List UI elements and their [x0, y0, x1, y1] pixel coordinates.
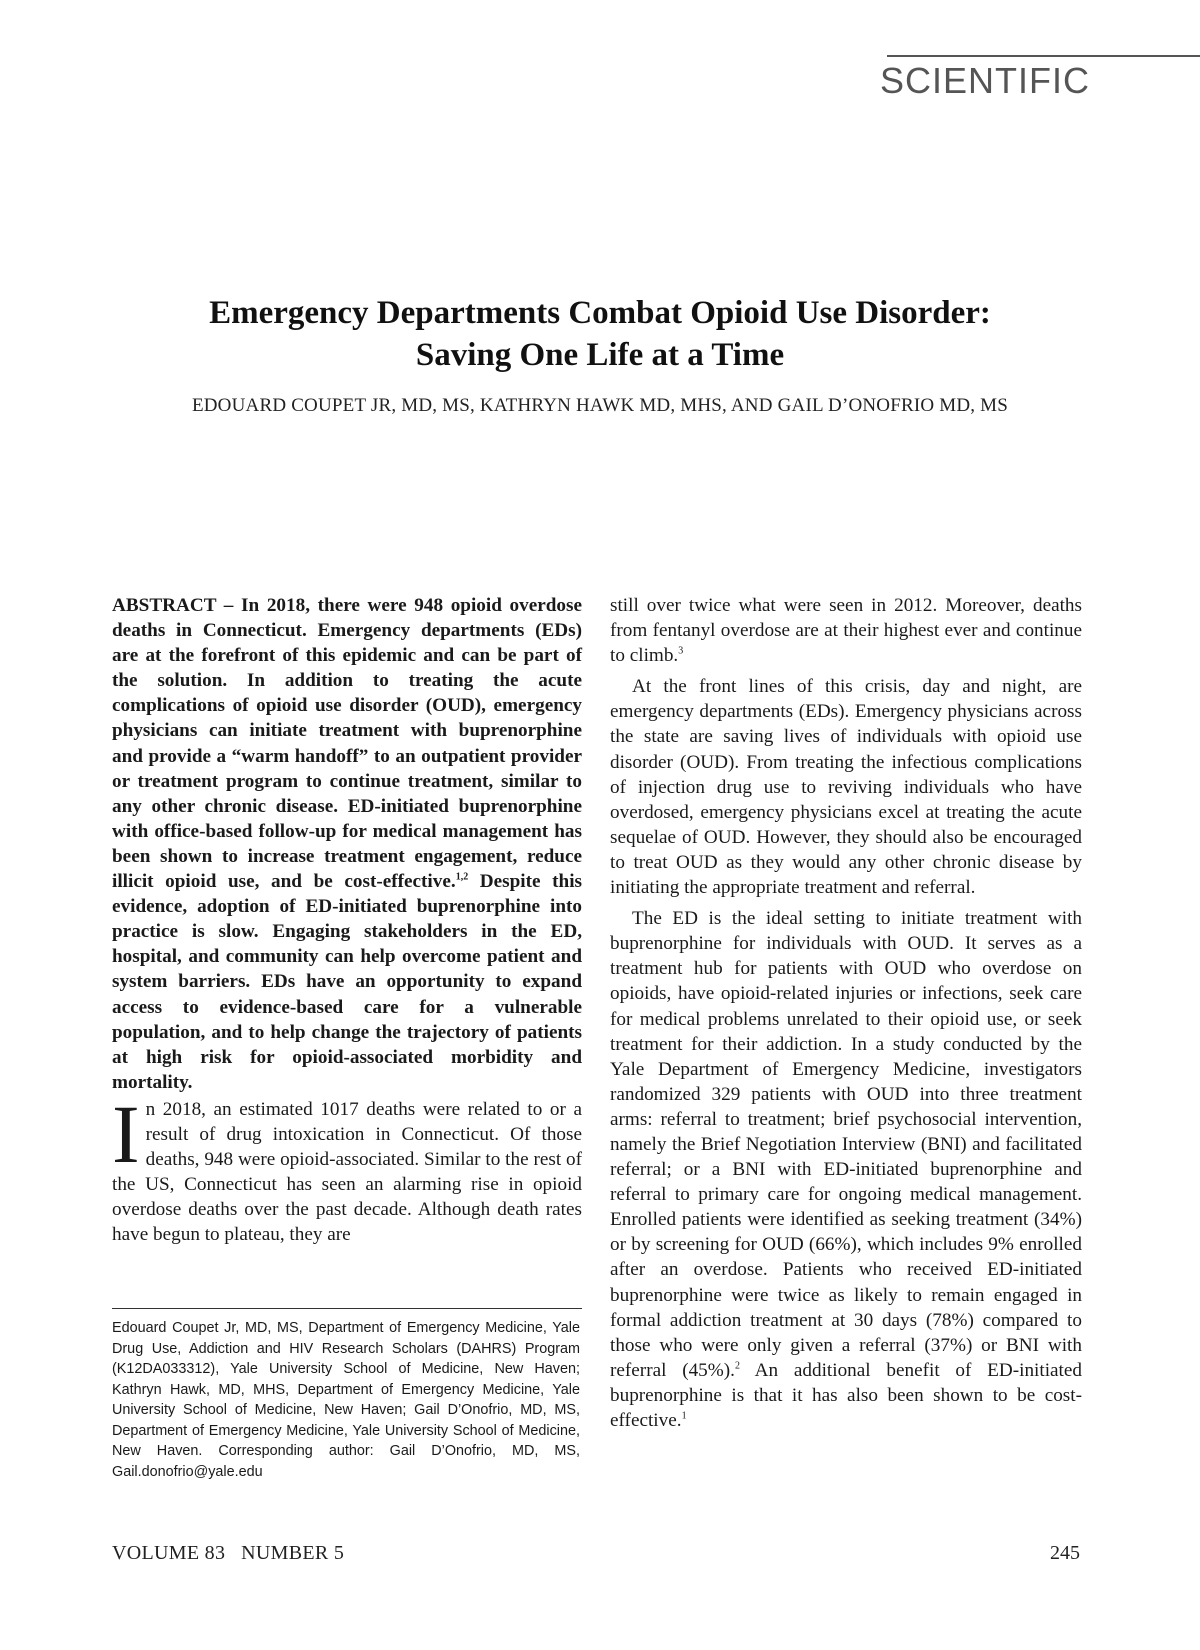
footnote-rule	[112, 1308, 582, 1309]
author-footnote: Edouard Coupet Jr, MD, MS, Department of Emergency Medicine, Yale Drug Use, Addiction and HIV Research Scholars (DAHRS) Program (K12DA033312), Yale University School of Medicine, New Haven; Kathryn Hawk, MD, MHS, Department of Emergency Medicine, Yale University School of Medicine, New Haven; Gail D’Onofrio, MD, MS, Department of Emergency Medicine, Yale University School of Medicine, New Haven. Corresponding author: Gail D’Onofrio, MD, MS, Gail.donofrio@yale.edu	[112, 1320, 580, 1480]
body-paragraph-1	[610, 593, 1082, 668]
intro-paragraph	[112, 1087, 582, 1248]
right-column	[610, 593, 1082, 1433]
paragraph-3-text-continued: An additional benefit of ED-initiated buprenorphine is that it has also been shown to be cost-effective.	[610, 1359, 1082, 1431]
abstract-text-continued: Despite this evidence, adoption of ED-initiated buprenorphine into practice is slow. Engaging stakeholders in the ED, hospital, and community can help overcome patient and system barriers. EDs have an opportunity to expand access to evidence-based care for a vulnerable population, and to help change the trajectory of patients at high risk for opioid-associated morbidity and mortality.	[112, 871, 583, 1093]
author-list: EDOUARD COUPET JR, MD, MS, KATHRYN HAWK MD, MHS, AND GAIL D’ONOFRIO MD, MS	[191, 395, 1009, 416]
abstract-citation: 1,2	[455, 871, 469, 883]
title-line-1: Emergency Departments Combat Opioid Use Disorder:	[209, 295, 991, 331]
volume-issue-text: VOLUME 83 NUMBER 5	[112, 1542, 345, 1564]
abstract	[112, 593, 582, 1095]
paragraph-1-citation: 3	[678, 645, 684, 657]
title-line-2: Saving One Life at a Time	[415, 337, 785, 373]
section-label: SCIENTIFIC	[880, 60, 1091, 101]
page-number: 245	[1050, 1542, 1080, 1564]
intro-text: n 2018, an estimated 1017 deaths were related to or a result of drug intoxication in Connecticut. Of those deaths, 948 were opioid-associated. Similar to the rest of the US, Connecticut has seen an alarming rise in opioid overdose deaths over the past decade. Although death rates have begun to plateau, they are	[112, 1098, 582, 1246]
left-column	[112, 593, 582, 1247]
body-paragraph-2: At the front lines of this crisis, day and night, are emergency departments (EDs). Emergency physicians across the state are saving lives of individuals with opioid use disorder (OUD). From treating the infectious complications of injection drug use to reviving individuals who have overdosed, emergency physicians excel at treating the acute sequelae of OUD. However, they should also be encouraged to treat OUD as they would any other chronic disease by initiating the appropriate treatment and referral.	[610, 676, 1082, 899]
body-paragraph-3	[610, 906, 1082, 1433]
volume-issue	[112, 1542, 344, 1565]
article-title	[100, 292, 1100, 376]
paragraph-3-citation-2: 1	[681, 1410, 687, 1422]
paragraph-3-citation: 2	[734, 1360, 740, 1372]
paragraph-3-text: The ED is the ideal setting to initiate treatment with buprenorphine for individuals with OUD. It serves as a treatment hub for patients with OUD who overdose on opioids, have opioid-related injuries or infections, seek care for medical problems unrelated to their opioid use, or seek treatment for their addiction. In a study conducted by the Yale Department of Emergency Medicine, investigators randomized 329 patients with OUD into three treatment arms: referral to treatment; brief psychosocial intervention, namely the Brief Negotiation Interview (BNI) and facilitated referral; or a BNI with ED-initiated buprenorphine and referral to primary care for ongoing medical management. Enrolled patients were identified as seeking treatment (34%) or by screening for OUD (66%), which includes 9% enrolled after an overdose. Patients who received ED-initiated buprenorphine were twice as likely to remain engaged in formal addiction treatment at 30 days (78%) compared to those who were only given a referral (37%) or BNI with referral (45%).	[610, 908, 1082, 1381]
abstract-text: ABSTRACT – In 2018, there were 948 opioid overdose deaths in Connecticut. Emergency departments (EDs) are at the forefront of this epidemic and can be part of the solution. In addition to treating the acute complications of opioid use disorder (OUD), emergency physicians can initiate treatment with buprenorphine and provide a “warm handoff” to an outpatient provider or treatment program to continue treatment, similar to any other chronic disease. ED-initiated buprenorphine with office-based follow-up for medical management has been shown to increase treatment engagement, reduce illicit opioid use, and be cost-effective.	[112, 595, 582, 893]
section-rule	[887, 55, 1200, 57]
paragraph-1-text: still over twice what were seen in 2012. Moreover, deaths from fentanyl overdose are at their highest ever and continue to climb.	[610, 595, 1082, 667]
drop-cap: I	[112, 1087, 140, 1180]
